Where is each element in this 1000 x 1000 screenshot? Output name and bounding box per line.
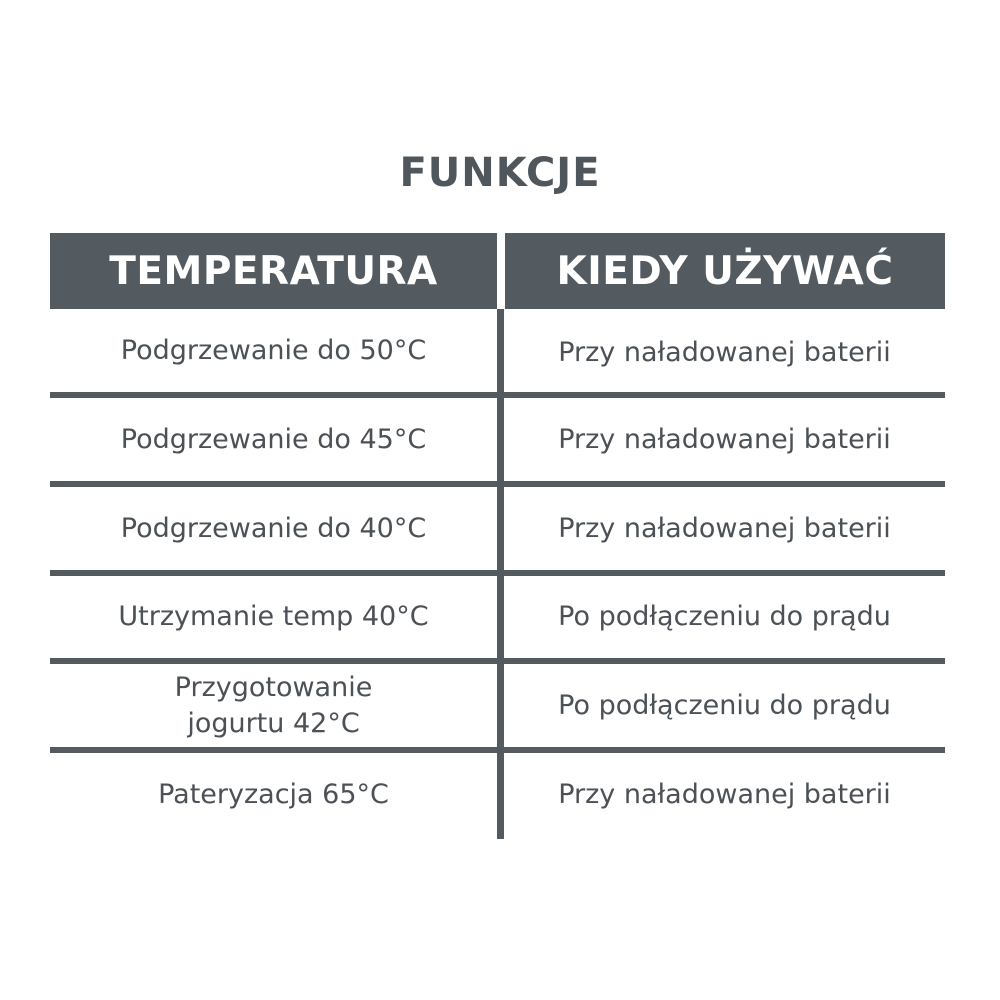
table-cell-temperature: Podgrzewanie do 45°C <box>120 423 427 455</box>
table-cell-when: Po podłączeniu do prądu <box>558 601 891 632</box>
temperature-line: Przygotowanie <box>174 671 373 703</box>
table-cell-when: Przy naładowanej baterii <box>558 336 891 368</box>
table-cell-when: Przy naładowanej baterii <box>558 778 891 810</box>
table-cell-when: Przy naładowanej baterii <box>558 423 891 455</box>
temperature-line: jogurtu 42°C <box>187 707 360 739</box>
header-temperature: TEMPERATURA <box>50 233 497 309</box>
table-cell-temperature: Utrzymanie temp 40°C <box>118 601 429 632</box>
page-title: FUNKCJE <box>399 150 601 196</box>
table-cell-temperature: Pateryzacja 65°C <box>158 778 389 810</box>
table-cell-temperature <box>50 664 497 747</box>
table-cell-temperature: Podgrzewanie do 40°C <box>120 512 427 544</box>
table-cell-when: Po podłączeniu do prądu <box>558 689 891 721</box>
header-when-to-use: KIEDY UŻYWAĆ <box>505 233 945 309</box>
table-cell-temperature: Podgrzewanie do 50°C <box>120 334 427 366</box>
table-cell-when: Przy naładowanej baterii <box>558 512 891 544</box>
